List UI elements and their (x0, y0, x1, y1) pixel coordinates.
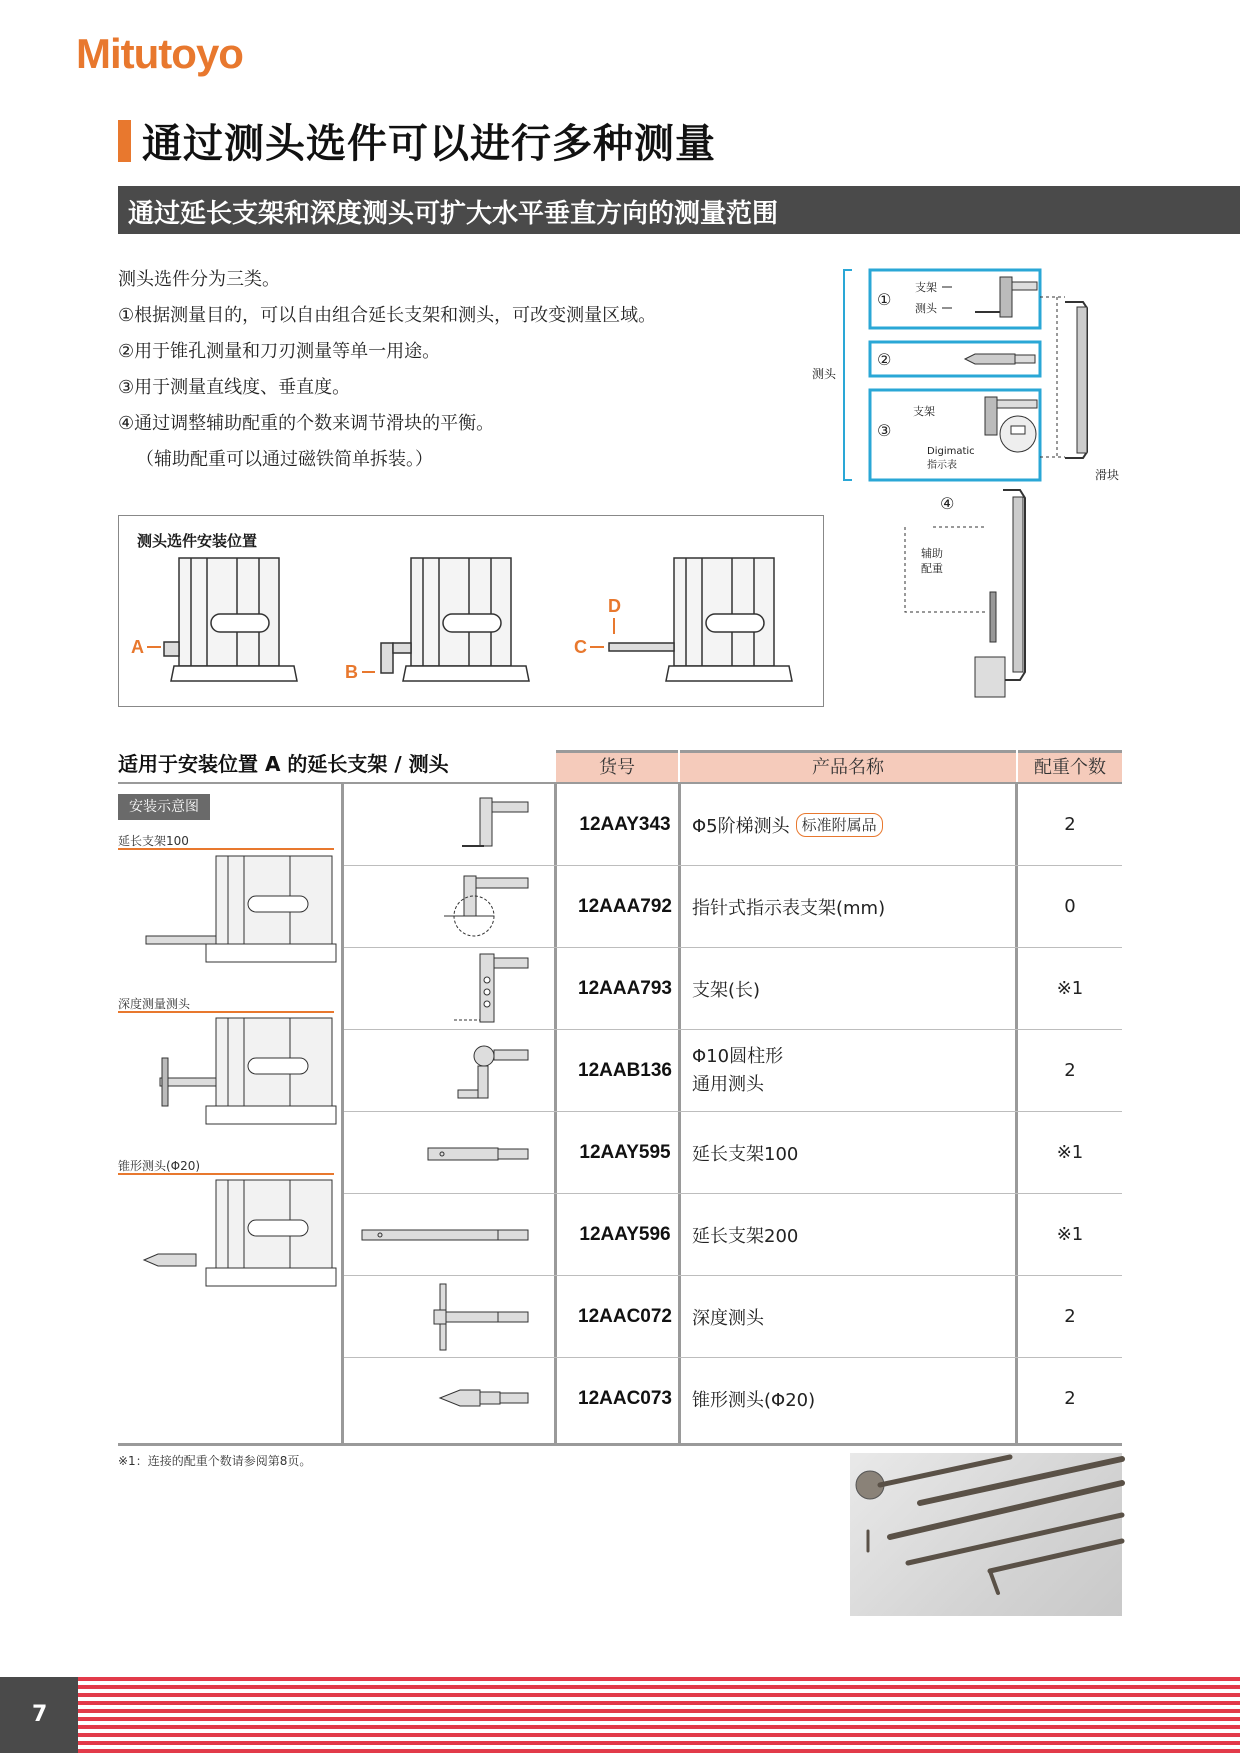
example-rule (118, 848, 334, 850)
position-c-label: C (574, 637, 587, 657)
product-name-text: 支架(长) (692, 980, 761, 1001)
table-row (344, 866, 1122, 948)
example-label: 锥形测头(Φ20) (118, 1159, 201, 1173)
footnote: ※1：连接的配重个数请参阅第8页。 (118, 1454, 312, 1468)
product-name-line: 通用测头 (692, 1074, 764, 1095)
intro-line: ③用于测量直线度、垂直度。 (118, 377, 351, 398)
position-d-label: D (608, 596, 621, 616)
product-code: 12AAA792 (578, 896, 672, 917)
weight-count: 2 (1064, 814, 1076, 835)
product-thumbnail (344, 1358, 540, 1440)
intro-line: ①根据测量目的，可以自由组合延长支架和测头，可改变测量区域。 (118, 305, 657, 326)
product-thumbnail (344, 1276, 540, 1358)
table-row (344, 1112, 1122, 1194)
aux-weight-label-1: 辅助 (921, 547, 943, 560)
num-3: ③ (877, 421, 892, 440)
table-bottom-rule (118, 1443, 1122, 1446)
product-code: 12AAA793 (578, 978, 672, 999)
digimatic-label: Digimatic (927, 446, 975, 457)
product-name (692, 1112, 1012, 1194)
product-thumbnail (344, 948, 540, 1030)
position-a-label: A (131, 637, 144, 657)
example-label: 深度测量测头 (118, 997, 191, 1011)
product-name-line: Φ10圆柱形 (692, 1046, 784, 1067)
install-example-badge: 安装示意图 (118, 794, 210, 820)
example-illustration (140, 1180, 336, 1290)
product-code: 12AAC072 (578, 1306, 672, 1327)
num-4: ④ (940, 494, 955, 513)
aux-weight-label-2: 配重 (921, 562, 943, 575)
page-title: 通过测头选件可以进行多种测量 (142, 121, 716, 167)
install-positions-title: 测头选件安装位置 (137, 532, 258, 550)
product-name (692, 1358, 1012, 1440)
position-b-label: B (345, 662, 358, 682)
product-name (692, 948, 1012, 1030)
mitutoyo-logo: Mitutoyo (76, 30, 243, 77)
example-illustration (140, 856, 336, 966)
install-positions-box (118, 515, 824, 707)
column-header-code: 货号 (556, 750, 678, 782)
product-name (692, 1030, 1012, 1112)
product-name-text: 延长支架200 (692, 1226, 799, 1247)
page-number: 7 (0, 1677, 78, 1753)
bracket-label-2: 支架 (913, 405, 935, 418)
weight-count: ※1 (1056, 1142, 1084, 1163)
weight-count: ※1 (1056, 1224, 1084, 1245)
product-code: 12AAY343 (579, 814, 671, 835)
title-accent-bar (118, 120, 131, 162)
product-name (692, 784, 1012, 866)
probe-group-label: 测头 (812, 367, 837, 381)
example-label: 延长支架100 (118, 834, 189, 848)
intro-line: （辅助配重可以通过磁铁简单拆装。） (136, 449, 433, 470)
weight-count: 2 (1064, 1306, 1076, 1327)
product-thumbnail (344, 1194, 540, 1276)
table-row (344, 948, 1122, 1030)
intro-line: ④通过调整辅助配重的个数来调节滑块的平衡。 (118, 413, 495, 434)
column-header-count: 配重个数 (1018, 750, 1122, 782)
product-name-text: 延长支架100 (692, 1144, 799, 1165)
slider-label: 滑块 (1095, 468, 1120, 482)
num-1: ① (877, 290, 892, 309)
weight-count: 2 (1064, 1060, 1076, 1081)
weight-count: 0 (1064, 896, 1076, 917)
table-row (344, 1276, 1122, 1358)
probe-label: 测头 (915, 302, 937, 315)
sub-banner (118, 186, 1240, 234)
num-2: ② (877, 350, 892, 369)
table-heading: 适用于安装位置 A 的延长支架 / 测头 (118, 752, 449, 776)
product-photo (850, 1453, 1122, 1616)
product-name-text: 深度测头 (692, 1308, 764, 1329)
example-rule (118, 1173, 334, 1175)
install-positions-illustration (119, 516, 823, 706)
table-row (344, 1194, 1122, 1276)
product-thumbnail (344, 1112, 540, 1194)
product-name-text: 指针式指示表支架(mm) (692, 898, 886, 919)
probe-options-diagram (812, 262, 1145, 712)
product-code: 12AAY595 (579, 1142, 671, 1163)
example-illustration (140, 1018, 336, 1128)
footer-stripes (78, 1677, 1240, 1753)
intro-line: 测头选件分为三类。 (118, 269, 280, 290)
option-box-1 (870, 270, 1040, 328)
standard-accessory-badge: 标准附属品 (796, 813, 883, 837)
weight-count: ※1 (1056, 978, 1084, 999)
intro-text (118, 262, 656, 478)
product-name (692, 866, 1012, 948)
sub-banner-text: 通过延长支架和深度测头可扩大水平垂直方向的测量范围 (128, 199, 779, 229)
indicator-label: 指示表 (927, 460, 957, 471)
product-thumbnail (344, 1030, 540, 1112)
product-thumbnail (344, 866, 540, 948)
product-code: 12AAB136 (578, 1060, 672, 1081)
product-thumbnail (344, 784, 540, 866)
product-name (692, 1194, 1012, 1276)
product-code: 12AAY596 (579, 1224, 671, 1245)
weight-count: 2 (1064, 1388, 1076, 1409)
table-row (344, 1358, 1122, 1440)
bracket-label: 支架 (915, 281, 937, 294)
column-header-name: 产品名称 (680, 750, 1016, 782)
product-name-text: Φ5阶梯测头 (692, 816, 790, 837)
product-name-text: 锥形测头(Φ20) (692, 1390, 816, 1411)
table-row (344, 1030, 1122, 1112)
product-code: 12AAC073 (578, 1388, 672, 1409)
table-row (344, 784, 1122, 866)
intro-line: ②用于锥孔测量和刀刃测量等单一用途。 (118, 341, 441, 362)
example-rule (118, 1011, 334, 1013)
product-name (692, 1276, 1012, 1358)
